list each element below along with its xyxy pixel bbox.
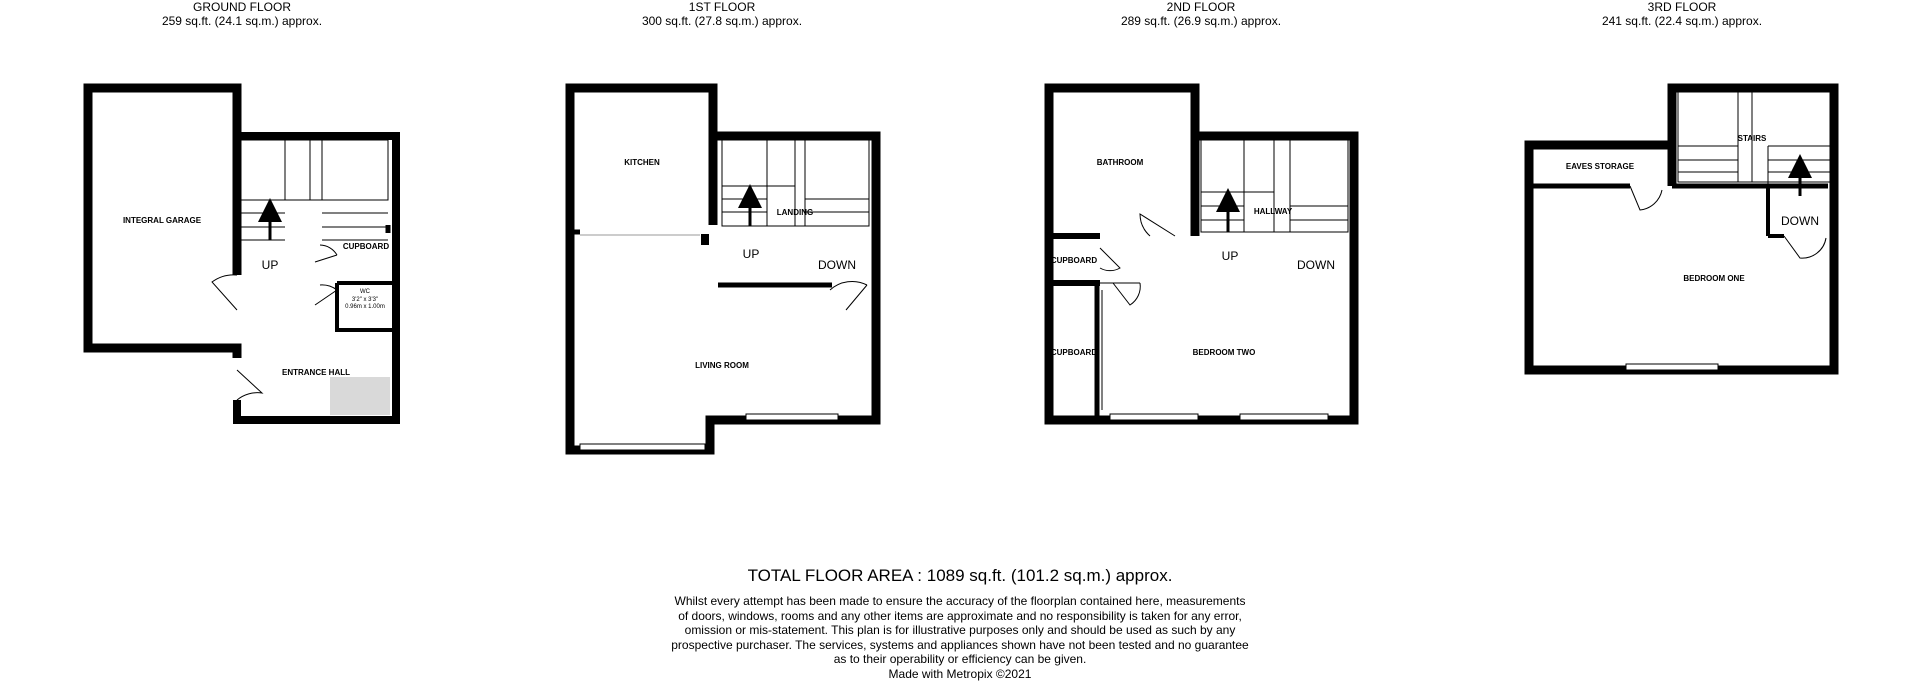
living-window-right: [746, 414, 838, 420]
third-floor-plan: [1529, 88, 1834, 370]
room-label-bathroom: BATHROOM: [1096, 158, 1144, 167]
room-label-kitchen: KITCHEN: [624, 158, 660, 167]
eaves-door-swing: [1630, 186, 1662, 210]
room-label-cupboard-lower: CUPBOARD: [1050, 348, 1098, 357]
wc-door-swing: [315, 285, 337, 305]
ground-stairs: [240, 140, 388, 240]
second-floor-stairs: [1201, 140, 1348, 232]
third-floor-outer-walls: [1529, 88, 1834, 370]
second-floor-plan: [1049, 88, 1354, 420]
wc-dimensions-metric: 0.96m x 1.00m: [345, 304, 385, 310]
floor-name: 1ST FLOOR: [688, 0, 756, 14]
disclaimer-line: prospective purchaser. The services, systems and appliances shown have not been tested and no guarantee: [671, 637, 1249, 652]
garage-door-swing: [212, 275, 237, 310]
front-door-swing: [237, 370, 262, 400]
disclaimer-line: omission or mis-statement. This plan is for illustrative purposes only and should be used as such by any: [684, 623, 1236, 637]
bedroom-door-swing: [1113, 283, 1140, 305]
cupboard-door-swing: [1100, 248, 1120, 271]
stair-mark-down: DOWN: [1297, 258, 1335, 272]
room-label-stairs: STAIRS: [1737, 134, 1767, 143]
room-label-landing: LANDING: [776, 208, 814, 217]
stair-mark-down: DOWN: [1781, 214, 1819, 228]
room-label-bedroom-two: BEDROOM TWO: [1192, 348, 1256, 357]
disclaimer-line: as to their operability or efficiency can be given.: [833, 652, 1087, 666]
room-label-wc: WC: [360, 289, 370, 295]
room-label-entrance-hall: ENTRANCE HALL: [282, 368, 350, 377]
floor-area: 259 sq.ft. (24.1 sq.m.) approx.: [161, 14, 323, 28]
room-label-cupboard: CUPBOARD: [342, 242, 390, 251]
bedroom-two-window-left: [1110, 414, 1198, 420]
floor-name: 3RD FLOOR: [1647, 0, 1717, 14]
room-label-eaves-storage: EAVES STORAGE: [1565, 162, 1635, 171]
disclaimer-line: of doors, windows, rooms and any other items are approximate and no responsibility is taken for any error,: [678, 608, 1242, 623]
floor-name: GROUND FLOOR: [192, 0, 291, 14]
disclaimer-line: Whilst every attempt has been made to ensure the accuracy of the floorplan contained here, measurements: [674, 594, 1246, 608]
room-label-cupboard-upper: CUPBOARD: [1050, 256, 1098, 265]
living-window-left: [580, 444, 705, 450]
stair-mark-up: UP: [1221, 249, 1239, 263]
third-floor-stairs: [1678, 92, 1830, 196]
floor-area: 241 sq.ft. (22.4 sq.m.) approx.: [1601, 14, 1763, 28]
disclaimer: [640, 594, 1280, 667]
floor-area: 289 sq.ft. (26.9 sq.m.) approx.: [1120, 14, 1282, 28]
total-floor-area: TOTAL FLOOR AREA : 1089 sq.ft. (101.2 sq.m.) approx.: [747, 566, 1173, 585]
floor-tile-area: [330, 377, 390, 415]
room-label-hallway: HALLWAY: [1253, 207, 1293, 216]
bathroom-door-swing: [1140, 214, 1175, 236]
bedroom-one-window: [1626, 364, 1718, 370]
landing-door-swing: [830, 281, 867, 310]
wc-dimensions-imperial: 3'2" x 3'3": [351, 297, 379, 303]
stair-mark-down: DOWN: [818, 258, 856, 272]
made-with-credit: Made with Metropix ©2021: [888, 667, 1032, 681]
stair-mark-up: UP: [261, 258, 279, 272]
bedroom-two-window-right: [1240, 414, 1328, 420]
floor-area: 300 sq.ft. (27.8 sq.m.) approx.: [641, 14, 803, 28]
stair-mark-up: UP: [742, 247, 760, 261]
room-label-integral-garage: INTEGRAL GARAGE: [122, 216, 202, 225]
stair-door-swing: [1784, 236, 1826, 258]
floor-name: 2ND FLOOR: [1166, 0, 1236, 14]
cupboard-door-swing: [315, 245, 337, 262]
room-label-living-room: LIVING ROOM: [695, 361, 749, 370]
room-label-bedroom-one: BEDROOM ONE: [1683, 274, 1745, 283]
